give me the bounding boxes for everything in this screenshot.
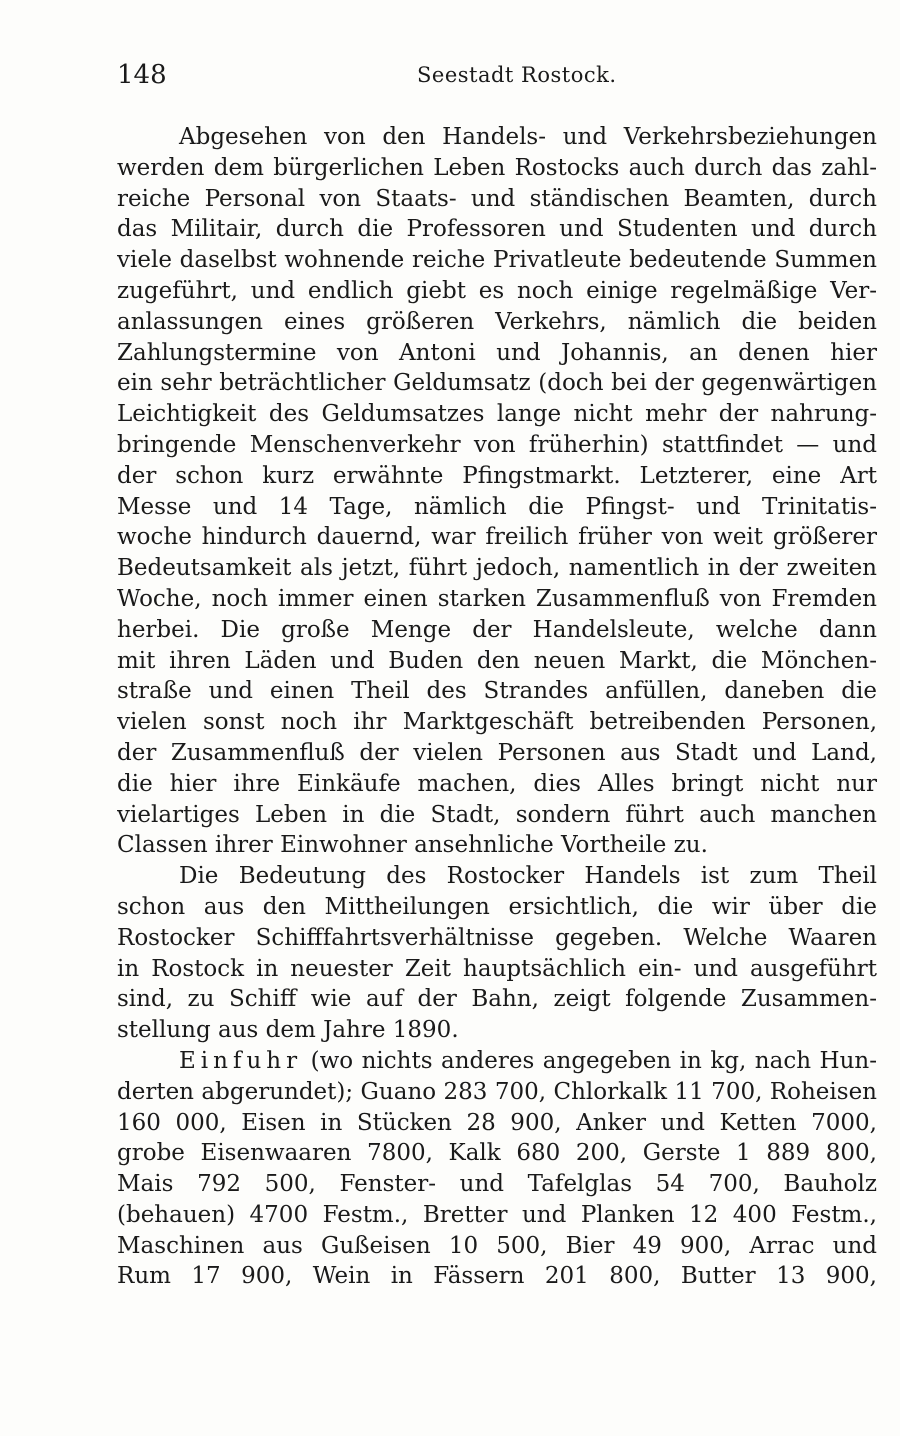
text-fragment: (wo nichts anderes angegeben in kg, nach Hun- (302, 1047, 877, 1074)
text-line: Bedeutsamkeit als jetzt, führt jedoch, namentlich in der zweiten (117, 555, 877, 582)
text-line: 160 000, Eisen in Stücken 28 900, Anker und Ketten 7000, (117, 1109, 877, 1136)
text-line: die hier ihre Einkäufe machen, dies Alles bringt nicht nur (117, 770, 877, 797)
paragraph-2 (117, 861, 877, 1046)
body-text (117, 122, 877, 1292)
text-line: bringende Menschenverkehr von früherhin) stattfindet — und (117, 431, 877, 458)
text-line: Abgesehen von den Handels- und Verkehrsbeziehungen (179, 124, 877, 150)
text-line: reiche Personal von Staats- und ständischen Beamten, durch (117, 185, 877, 212)
paragraph-3 (117, 1046, 877, 1292)
text-line: Messe und 14 Tage, nämlich die Pfingst- und Trinitatis- (117, 493, 877, 520)
text-line: straße und einen Theil des Strandes anfüllen, daneben die (117, 678, 877, 705)
running-head: Seestadt Rostock. (417, 63, 617, 87)
text-line: zugeführt, und endlich giebt es noch einige regelmäßige Ver- (117, 277, 877, 304)
page-header (117, 55, 877, 95)
text-line: Maschinen aus Gußeisen 10 500, Bier 49 900, Arrac und (117, 1232, 877, 1259)
text-line: ein sehr beträchtlicher Geldumsatz (doch bei der gegenwärtigen (117, 370, 877, 397)
text-line: der schon kurz erwähnte Pfingstmarkt. Letzterer, eine Art (117, 462, 877, 489)
text-line: viele daselbst wohnende reiche Privatleute bedeutende Summen (117, 247, 877, 274)
text-line: vielen sonst noch ihr Marktgeschäft betreibenden Personen, (117, 709, 877, 736)
text-line: Classen ihrer Einwohner ansehnliche Vortheile zu. (117, 832, 708, 859)
text-line: (behauen) 4700 Festm., Bretter und Planken 12 400 Festm., (117, 1201, 877, 1228)
text-line: mit ihren Läden und Buden den neuen Markt, die Mönchen- (117, 647, 877, 674)
text-line (117, 1046, 877, 1077)
text-line: anlassungen eines größeren Verkehrs, nämlich die beiden (117, 308, 877, 335)
text-line: derten abgerundet); Guano 283 700, Chlorkalk 11 700, Roheisen (117, 1078, 877, 1105)
text-line: Mais 792 500, Fenster- und Tafelglas 54 700, Bauholz (117, 1171, 877, 1198)
text-line: grobe Eisenwaaren 7800, Kalk 680 200, Gerste 1 889 800, (117, 1140, 877, 1167)
text-line: werden dem bürgerlichen Leben Rostocks auch durch das zahl- (117, 154, 877, 181)
text-line: der Zusammenfluß der vielen Personen aus Stadt und Land, (117, 739, 877, 766)
text-line: stellung aus dem Jahre 1890. (117, 1017, 459, 1044)
text-line: woche hindurch dauernd, war freilich früher von weit größerer (117, 524, 877, 551)
text-line: Die Bedeutung des Rostocker Handels ist zum Theil (179, 863, 877, 890)
text-line: das Militair, durch die Professoren und Studenten und durch (117, 216, 877, 243)
text-line: sind, zu Schiff wie auf der Bahn, zeigt folgende Zusammen- (117, 986, 877, 1013)
text-line: Woche, noch immer einen starken Zusammenfluß von Fremden (117, 585, 877, 612)
text-line: vielartiges Leben in die Stadt, sondern führt auch manchen (117, 801, 877, 828)
text-line: in Rostock in neuester Zeit hauptsächlich ein- und ausgeführt (117, 955, 877, 982)
text-line: Leichtigkeit des Geldumsatzes lange nicht mehr der nahrung- (117, 401, 877, 428)
page-number: 148 (117, 60, 167, 90)
text-line: herbei. Die große Menge der Handelsleute, welche dann (117, 616, 877, 643)
text-line: schon aus den Mittheilungen ersichtlich, die wir über die (117, 893, 877, 920)
text-line: Rum 17 900, Wein in Fässern 201 800, Butter 13 900, (117, 1263, 877, 1290)
text-line: Rostocker Schifffahrtsverhältnisse gegeben. Welche Waaren (117, 924, 877, 951)
paragraph-1 (117, 122, 877, 861)
text-line: Zahlungstermine von Antoni und Johannis, an denen hier (117, 339, 877, 366)
spaced-heading: Einfuhr (179, 1047, 303, 1074)
